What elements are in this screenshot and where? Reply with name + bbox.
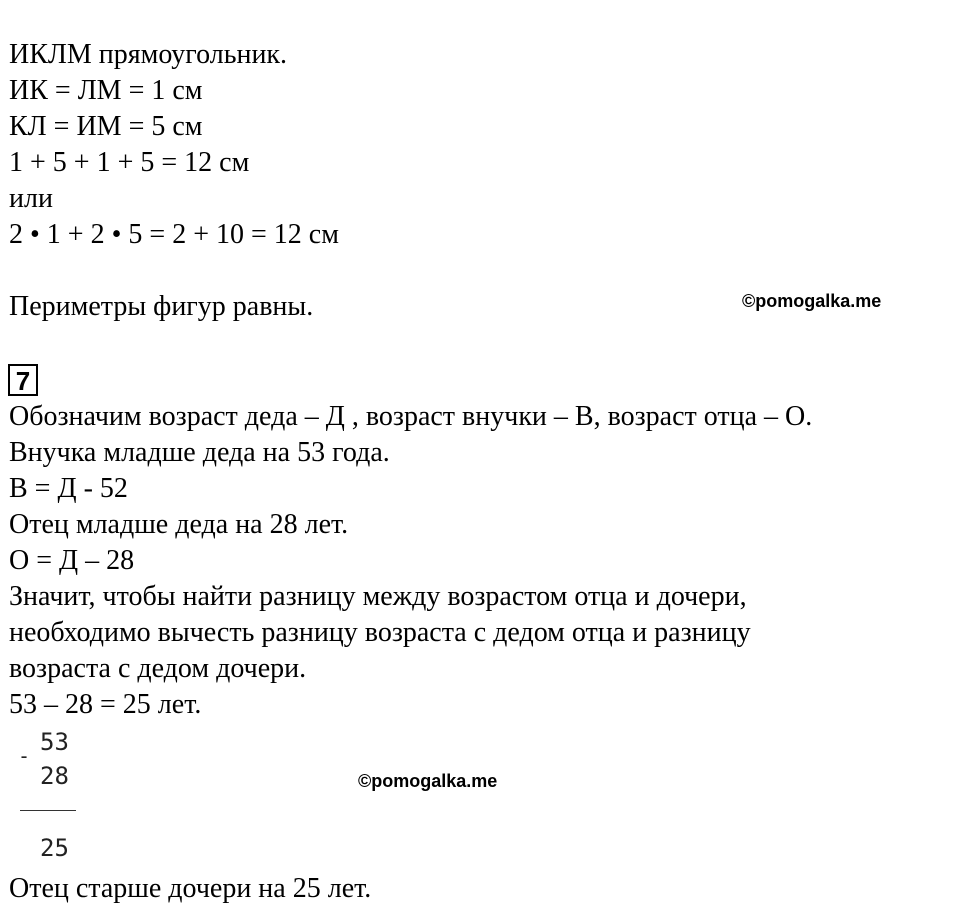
text-line: Значит, чтобы найти разницу между возрастом отца и дочери, [9, 581, 747, 612]
text-line: Внучка младше деда на 53 года. [9, 437, 390, 468]
text-line: КЛ = ИМ = 5 см [9, 111, 203, 142]
text-line: 1 + 5 + 1 + 5 = 12 см [9, 147, 250, 178]
text-line: необходимо вычесть разницу возраста с дедом отца и разницу [9, 617, 751, 648]
text-line: возраста с дедом дочери. [9, 653, 307, 684]
minus-sign: - [18, 744, 31, 768]
watermark: ©pomogalka.me [742, 291, 882, 311]
minuend: 53 [40, 728, 69, 756]
text-line: Обозначим возраст деда – Д , возраст внучки – В, возраст отца – О. [9, 401, 813, 432]
text-line: 2 • 1 + 2 • 5 = 2 + 10 = 12 см [9, 219, 339, 250]
watermark: ©pomogalka.me [358, 771, 498, 791]
text-line: Отец младше деда на 28 лет. [9, 509, 349, 540]
subtraction-line [20, 810, 76, 811]
text-line: или [9, 183, 53, 214]
text-line: О = Д – 28 [9, 545, 135, 576]
answer-text: Отец старше дочери на 25 лет. [9, 873, 372, 904]
difference: 25 [40, 834, 69, 862]
conclusion-text: Периметры фигур равны. [9, 291, 314, 322]
text-line: ИК = ЛМ = 1 см [9, 75, 203, 106]
text-line: 53 – 28 = 25 лет. [9, 689, 202, 720]
task-number: 7 [8, 364, 38, 396]
subtrahend: 28 [40, 762, 69, 790]
text-line: ИКЛМ прямоугольник. [9, 39, 288, 70]
text-line: В = Д - 52 [9, 473, 128, 504]
